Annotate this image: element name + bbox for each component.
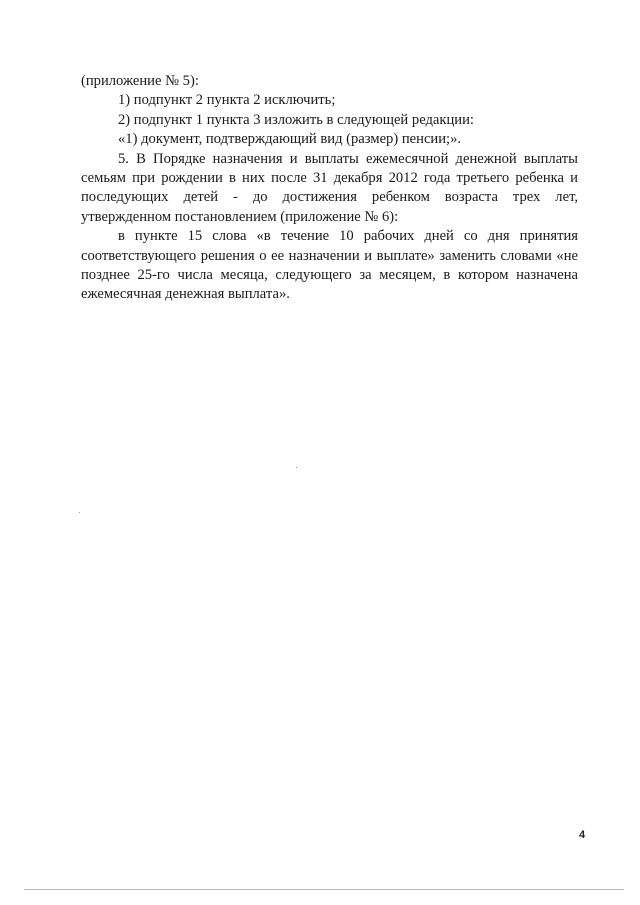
paragraph-clause-15: в пункте 15 слова «в течение 10 рабочих дней со дня принятия соответствующего решения о ее назначении и выплате» заменить словами «не позднее 25-го числа месяца, следующего за месяцем, в котором назначена ежемесячная денежная выплата». bbox=[81, 228, 578, 303]
paragraph-item-1: 1) подпункт 2 пункта 2 исключить; bbox=[118, 92, 336, 109]
paragraph-item-2: 2) подпункт 1 пункта 3 изложить в следующей редакции: bbox=[118, 111, 474, 128]
page-number: 4 bbox=[579, 829, 586, 841]
scan-speck bbox=[296, 467, 297, 468]
scan-edge-line bbox=[24, 889, 624, 890]
paragraph-section-5: 5. В Порядке назначения и выплаты ежемесячной денежной выплаты семьям при рождении в них после 31 декабря 2012 года третьего ребенка и последующих детей - до достижения ребенком возраста трех лет, утвержденном постановлением (приложение № 6): bbox=[81, 150, 578, 225]
document-body bbox=[81, 72, 578, 305]
scan-speck bbox=[79, 512, 80, 513]
paragraph-appendix-reference: (приложение № 5): bbox=[81, 73, 199, 89]
paragraph-quoted-text: «1) документ, подтверждающий вид (размер) пенсии;». bbox=[118, 131, 462, 148]
